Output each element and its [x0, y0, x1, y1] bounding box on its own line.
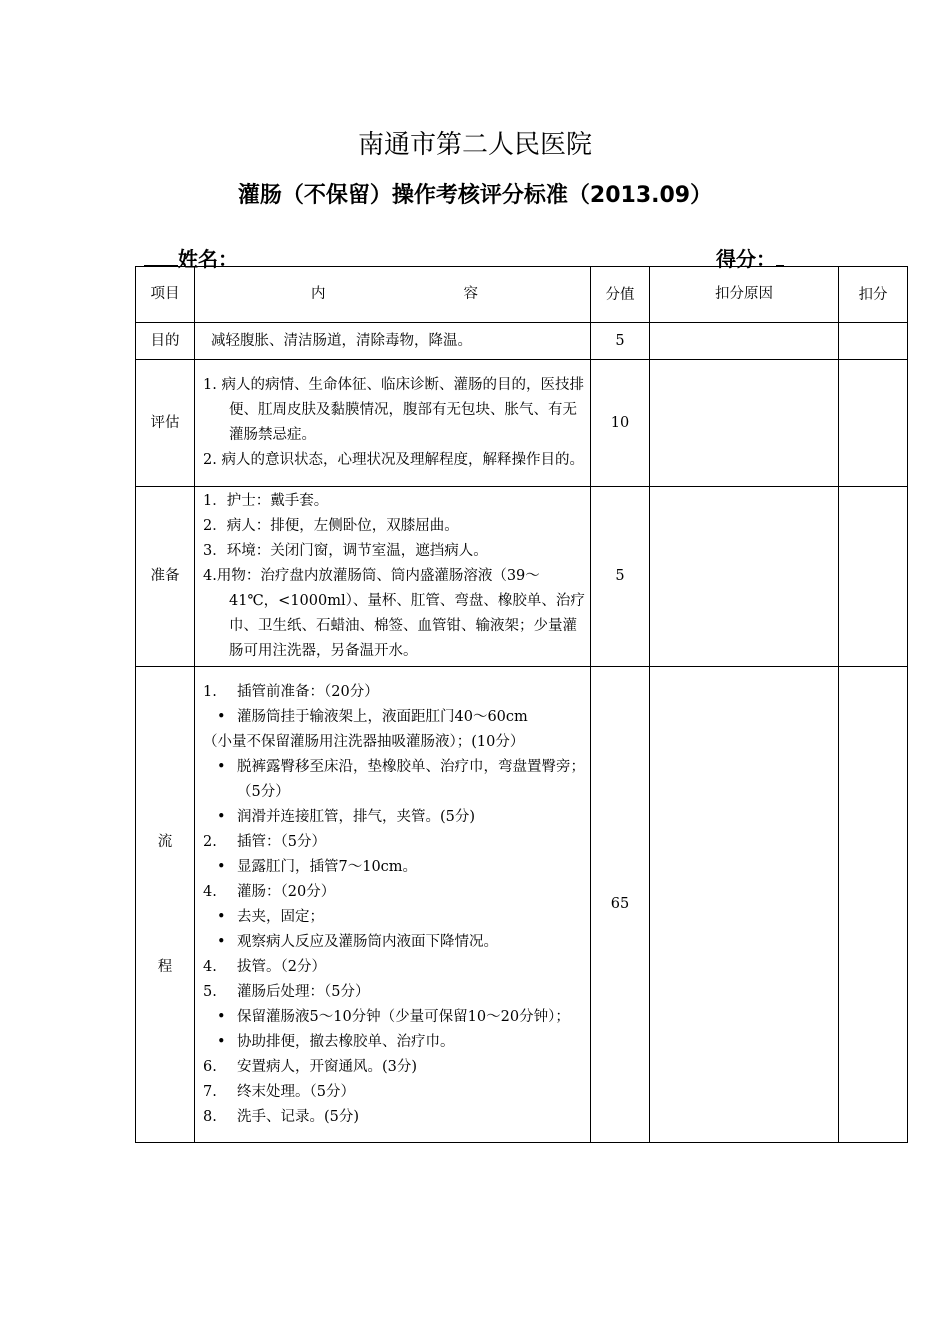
process-step-number: 2. [203, 833, 217, 850]
assess-item: 评估 [136, 360, 195, 487]
process-step-text: 安置病人，开窗通风。(3分) [237, 1058, 418, 1075]
process-step-text: 插管：（5分） [237, 833, 326, 850]
process-bullet: • 显露肛门，插管7～10cm。 [203, 855, 586, 880]
prep-deduct-cell[interactable] [839, 487, 908, 667]
process-bullet: • 润滑并连接肛管，排气，夹管。(5分) [203, 805, 586, 830]
name-label: 姓名： [178, 247, 238, 271]
process-step [203, 1080, 586, 1105]
document-title: 灌肠（不保留）操作考核评分标准（2013.09） [237, 183, 713, 208]
purpose-deduct-cell[interactable] [839, 323, 908, 360]
process-step-text: 洗手、记录。(5分) [237, 1108, 360, 1125]
process-step-text: 拔管。（2分） [237, 958, 326, 975]
process-bullet: • 脱裤露臀移至床沿，垫橡胶单、治疗巾，弯盘置臀旁；（5分） [203, 755, 586, 805]
assess-deduct-cell[interactable] [839, 360, 908, 487]
process-step [203, 1105, 586, 1130]
process-bullet: • 去夹，固定； [203, 905, 586, 930]
assess-line-2: 2. 病人的意识状态，心理状况及理解程度，解释操作目的。 [203, 452, 584, 468]
score-label: 得分： [716, 247, 776, 271]
process-bullet: • 协助排便，撤去橡胶单、治疗巾。 [203, 1030, 586, 1055]
prep-score: 5 [591, 487, 650, 667]
header-deduct: 扣分 [839, 267, 908, 323]
process-step-number: 7. [203, 1083, 217, 1100]
process-note: （小量不保留灌肠用注洗器抽吸灌肠液）；(10分） [203, 733, 525, 750]
process-bullet: • 保留灌肠液5～10分钟（少量可保留10～20分钟）； [203, 1005, 586, 1030]
scoring-table [135, 266, 908, 1143]
process-step [203, 980, 586, 1005]
header-content [195, 267, 591, 323]
process-step [203, 830, 586, 855]
process-bullet: • 观察病人反应及灌肠筒内液面下降情况。 [203, 930, 586, 955]
purpose-reason-cell[interactable] [650, 323, 839, 360]
purpose-score: 5 [591, 323, 650, 360]
process-score: 65 [591, 667, 650, 1143]
process-reason-cell[interactable] [650, 667, 839, 1143]
table-row-purpose [136, 323, 908, 360]
purpose-item: 目的 [136, 323, 195, 360]
process-step [203, 1055, 586, 1080]
process-deduct-cell[interactable] [839, 667, 908, 1143]
process-step-number: 4. [203, 958, 217, 975]
prep-line-1: 1．护士：戴手套。 [203, 493, 329, 509]
process-step-number: 4. [203, 883, 217, 900]
prep-item: 准备 [136, 487, 195, 667]
table-row-assess [136, 360, 908, 487]
process-step [203, 955, 586, 980]
prep-reason-cell[interactable] [650, 487, 839, 667]
process-step-text: 终末处理。（5分） [237, 1083, 355, 1100]
process-step-text: 灌肠后处理：（5分） [237, 983, 370, 1000]
process-content [195, 667, 591, 1143]
purpose-content: 减轻腹胀、清洁肠道，清除毒物，降温。 [195, 323, 591, 360]
hospital-name: 南通市第二人民医院 [357, 130, 592, 160]
assess-score: 10 [591, 360, 650, 487]
assess-reason-cell[interactable] [650, 360, 839, 487]
table-header-row [136, 267, 908, 323]
process-step-text: 插管前准备：（20分） [237, 683, 379, 700]
header-reason: 扣分原因 [650, 267, 839, 323]
table-row-process [136, 667, 908, 1143]
prep-content [195, 487, 591, 667]
process-step-text: 灌肠：（20分） [237, 883, 336, 900]
process-step [203, 680, 586, 705]
assess-content [195, 360, 591, 487]
assess-line-1: 1. 病人的病情、生命体征、临床诊断、灌肠的目的，医技排便、肛周皮肤及黏膜情况，腹部有无包块、胀气、有无灌肠禁忌症。 [203, 377, 584, 443]
process-step-number: 1. [203, 683, 217, 700]
prep-line-3: 3．环境：关闭门窗，调节室温，遮挡病人。 [203, 543, 488, 559]
process-step-number: 8. [203, 1108, 217, 1125]
process-bullet: • 灌肠筒挂于输液架上，液面距肛门40～60cm [203, 705, 586, 730]
process-step [203, 880, 586, 905]
header-score: 分值 [591, 267, 650, 323]
process-item-bottom: 程 [157, 958, 173, 975]
table-row-prep [136, 487, 908, 667]
header-content-right: 容 [463, 286, 478, 302]
process-step-number: 5. [203, 983, 217, 1000]
prep-line-2: 2．病人：排便，左侧卧位，双膝屈曲。 [203, 518, 459, 534]
process-item [136, 667, 195, 1143]
prep-line-4: 4.用物：治疗盘内放灌肠筒、筒内盛灌肠溶液（39～41℃，<1000ml）、量杯、肛管、弯盘、橡胶单、治疗巾、卫生纸、石蜡油、棉签、血管钳、输液架；少量灌肠可用注洗器，另备温开水。 [203, 568, 585, 659]
header-content-left: 内 [311, 286, 326, 302]
process-item-top: 流 [157, 833, 173, 850]
process-step-number: 6. [203, 1058, 217, 1075]
header-item: 项目 [136, 267, 195, 323]
